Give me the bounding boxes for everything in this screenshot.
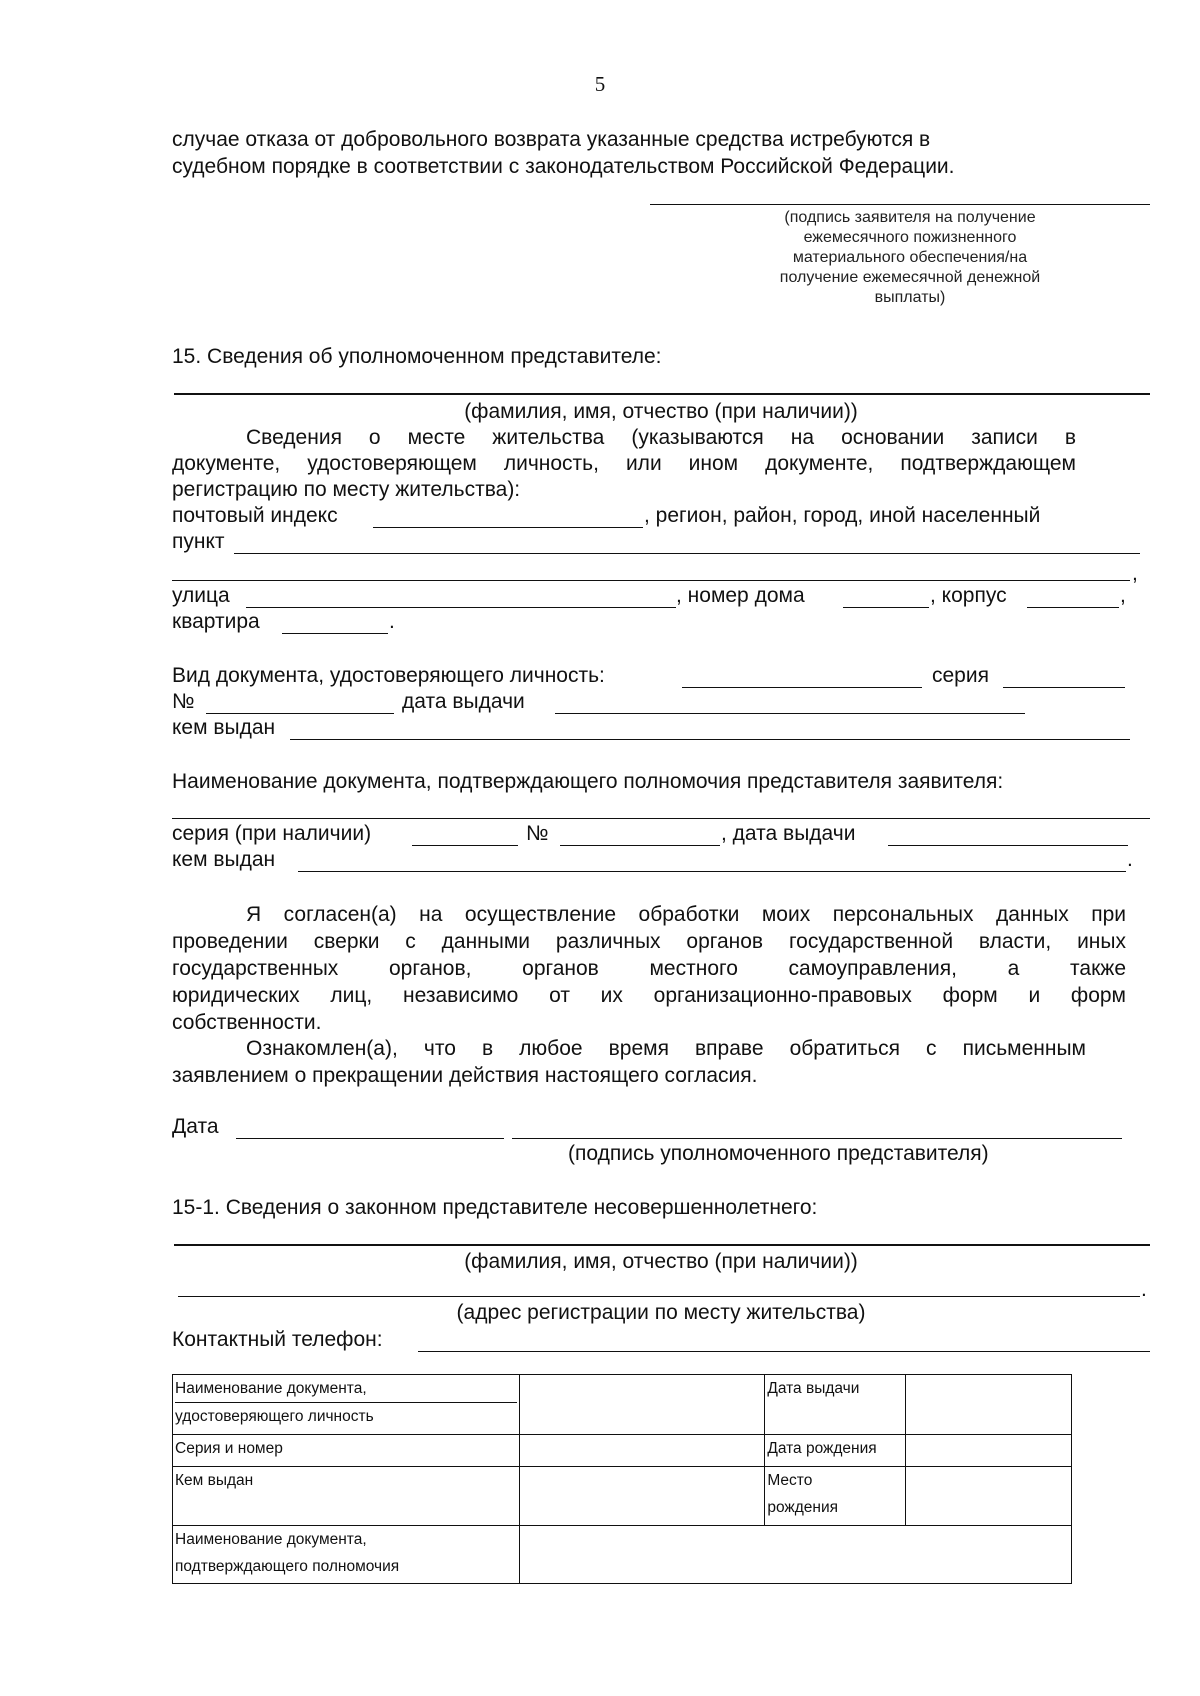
applicant-signature-caption-line: ежемесячного пожизненного bbox=[803, 229, 1017, 246]
issue-date-label-cell bbox=[765, 1375, 906, 1435]
birth-date-label-cell bbox=[765, 1435, 906, 1467]
residence-line-3: регистрацию по месту жительства): bbox=[172, 478, 521, 501]
id-series-field[interactable] bbox=[1003, 687, 1125, 688]
authority-series-field[interactable] bbox=[412, 845, 518, 846]
issued-by-label: Кем выдан bbox=[175, 1472, 254, 1489]
address-continuation-field[interactable] bbox=[172, 580, 1130, 581]
consent-line-1: Я согласен(а) на осуществление обработки моих персональных данных при bbox=[246, 903, 1126, 926]
house-label: , номер дома bbox=[676, 584, 805, 607]
id-issue-date-field[interactable] bbox=[555, 713, 1025, 714]
postal-index-label: почтовый индекс bbox=[172, 504, 338, 527]
representative-fio-line[interactable] bbox=[174, 393, 1150, 395]
representative-signature-caption: (подпись уполномоченного представителя) bbox=[568, 1142, 989, 1165]
phone-label: Контактный телефон: bbox=[172, 1328, 383, 1351]
id-issue-date-label: дата выдачи bbox=[402, 690, 525, 713]
legal-rep-fio-line[interactable] bbox=[174, 1244, 1150, 1246]
korpus-comma: , bbox=[1120, 584, 1126, 607]
issued-by-value-cell[interactable] bbox=[519, 1467, 765, 1526]
table-row bbox=[173, 1435, 1072, 1467]
date-label: Дата bbox=[172, 1115, 219, 1138]
street-field[interactable] bbox=[246, 607, 676, 608]
table-row bbox=[173, 1375, 1072, 1435]
section-15-1-heading: 15-1. Сведения о законном представителе несовершеннолетнего: bbox=[172, 1196, 818, 1219]
authority-issued-by-label: кем выдан bbox=[172, 848, 276, 871]
legal-rep-address-period: . bbox=[1141, 1278, 1147, 1301]
series-number-label: Серия и номер bbox=[175, 1440, 283, 1457]
region-label: , регион, район, город, иной населенный bbox=[644, 504, 1041, 527]
informed-line-1: Ознакомлен(а), что в любое время вправе обратиться с письменным bbox=[246, 1037, 1086, 1060]
series-number-label-cell bbox=[173, 1435, 520, 1467]
issued-by-label-cell bbox=[173, 1467, 520, 1526]
applicant-signature-caption bbox=[700, 208, 1120, 308]
legal-rep-address-caption: (адрес регистрации по месту жительства) bbox=[456, 1301, 866, 1324]
house-field[interactable] bbox=[843, 607, 929, 608]
id-series-label: серия bbox=[932, 664, 989, 687]
authority-issue-date-field[interactable] bbox=[888, 845, 1128, 846]
authority-doc-field[interactable] bbox=[172, 818, 1150, 819]
birth-date-label: Дата рождения bbox=[767, 1440, 877, 1457]
authority-doc-label-line: Наименование документа, bbox=[175, 1531, 367, 1548]
applicant-signature-caption-line: (подпись заявителя на получение bbox=[784, 209, 1036, 226]
authority-doc-label-cell bbox=[173, 1526, 520, 1584]
representative-fio-caption: (фамилия, имя, отчество (при наличии)) bbox=[464, 400, 858, 423]
table-row bbox=[173, 1467, 1072, 1526]
id-doc-label-line: удостоверяющего личность bbox=[175, 1408, 374, 1425]
birth-date-value-cell[interactable] bbox=[906, 1435, 1072, 1467]
birth-place-label-cell bbox=[765, 1467, 906, 1526]
phone-field[interactable] bbox=[418, 1351, 1150, 1352]
intro-line-1: случае отказа от добровольного возврата указанные средства истребуются в bbox=[172, 128, 931, 151]
legal-rep-address-line[interactable] bbox=[178, 1296, 1140, 1297]
date-field[interactable] bbox=[236, 1138, 504, 1139]
authority-number-field[interactable] bbox=[560, 845, 720, 846]
birth-place-label-line: Место bbox=[767, 1472, 813, 1489]
issue-date-value-cell[interactable] bbox=[906, 1375, 1072, 1435]
consent-line-4: юридических лиц, независимо от их организационно-правовых форм и форм bbox=[172, 984, 1126, 1007]
punkt-label: пункт bbox=[172, 530, 225, 553]
authority-doc-label-line: подтверждающего полномочия bbox=[175, 1558, 400, 1575]
id-doc-label-line: Наименование документа, bbox=[175, 1375, 517, 1403]
address-comma: , bbox=[1132, 562, 1138, 585]
intro-line-2: судебном порядке в соответствии с законодательством Российской Федерации. bbox=[172, 155, 955, 178]
id-doc-value-cell[interactable] bbox=[519, 1375, 765, 1435]
postal-index-field[interactable] bbox=[373, 527, 643, 528]
id-issued-by-field[interactable] bbox=[290, 739, 1130, 740]
representative-signature-line[interactable] bbox=[512, 1138, 1122, 1139]
authority-period: . bbox=[1127, 848, 1133, 871]
id-doc-type-label: Вид документа, удостоверяющего личность: bbox=[172, 664, 605, 687]
id-number-field[interactable] bbox=[206, 713, 394, 714]
applicant-signature-line[interactable] bbox=[650, 204, 1150, 205]
korpus-field[interactable] bbox=[1027, 607, 1119, 608]
apartment-field[interactable] bbox=[282, 633, 388, 634]
informed-line-2: заявлением о прекращении действия настоящего согласия. bbox=[172, 1064, 758, 1087]
applicant-signature-caption-line: материального обеспечения/на bbox=[792, 249, 1028, 266]
legal-rep-document-table bbox=[172, 1374, 1072, 1584]
punkt-field[interactable] bbox=[234, 553, 1140, 554]
consent-line-5: собственности. bbox=[172, 1011, 322, 1034]
authority-issue-date-label: , дата выдачи bbox=[721, 822, 856, 845]
street-label: улица bbox=[172, 584, 230, 607]
section-15-heading: 15. Сведения об уполномоченном представителе: bbox=[172, 345, 662, 368]
id-number-label: № bbox=[172, 690, 195, 713]
table-row bbox=[173, 1526, 1072, 1584]
authority-number-label: № bbox=[526, 822, 549, 845]
legal-rep-fio-caption: (фамилия, имя, отчество (при наличии)) bbox=[464, 1250, 858, 1273]
id-issued-by-label: кем выдан bbox=[172, 716, 276, 739]
residence-line-2: документе, удостоверяющем личность, или ином документе, подтверждающем bbox=[172, 452, 1076, 475]
apartment-period: . bbox=[389, 610, 395, 633]
birth-place-label-line: рождения bbox=[767, 1499, 839, 1516]
applicant-signature-caption-line: получение ежемесячной денежной bbox=[779, 269, 1041, 286]
issue-date-label: Дата выдачи bbox=[767, 1380, 860, 1397]
authority-doc-value-cell[interactable] bbox=[519, 1526, 1071, 1584]
authority-series-label: серия (при наличии) bbox=[172, 822, 372, 845]
authority-issued-by-field[interactable] bbox=[298, 871, 1126, 872]
birth-place-value-cell[interactable] bbox=[906, 1467, 1072, 1526]
id-doc-label-cell bbox=[173, 1375, 520, 1435]
apartment-label: квартира bbox=[172, 610, 260, 633]
consent-line-2: проведении сверки с данными различных органов государственной власти, иных bbox=[172, 930, 1126, 953]
authority-doc-label: Наименование документа, подтверждающего полномочия представителя заявителя: bbox=[172, 770, 1004, 793]
korpus-label: , корпус bbox=[930, 584, 1007, 607]
applicant-signature-caption-line: выплаты) bbox=[874, 289, 946, 306]
residence-line-1: Сведения о месте жительства (указываются на основании записи в bbox=[246, 426, 1076, 449]
series-number-value-cell[interactable] bbox=[519, 1435, 765, 1467]
consent-line-3: государственных органов, органов местного самоуправления, а также bbox=[172, 957, 1126, 980]
id-doc-type-field[interactable] bbox=[682, 687, 922, 688]
page-number: 5 bbox=[594, 72, 606, 96]
